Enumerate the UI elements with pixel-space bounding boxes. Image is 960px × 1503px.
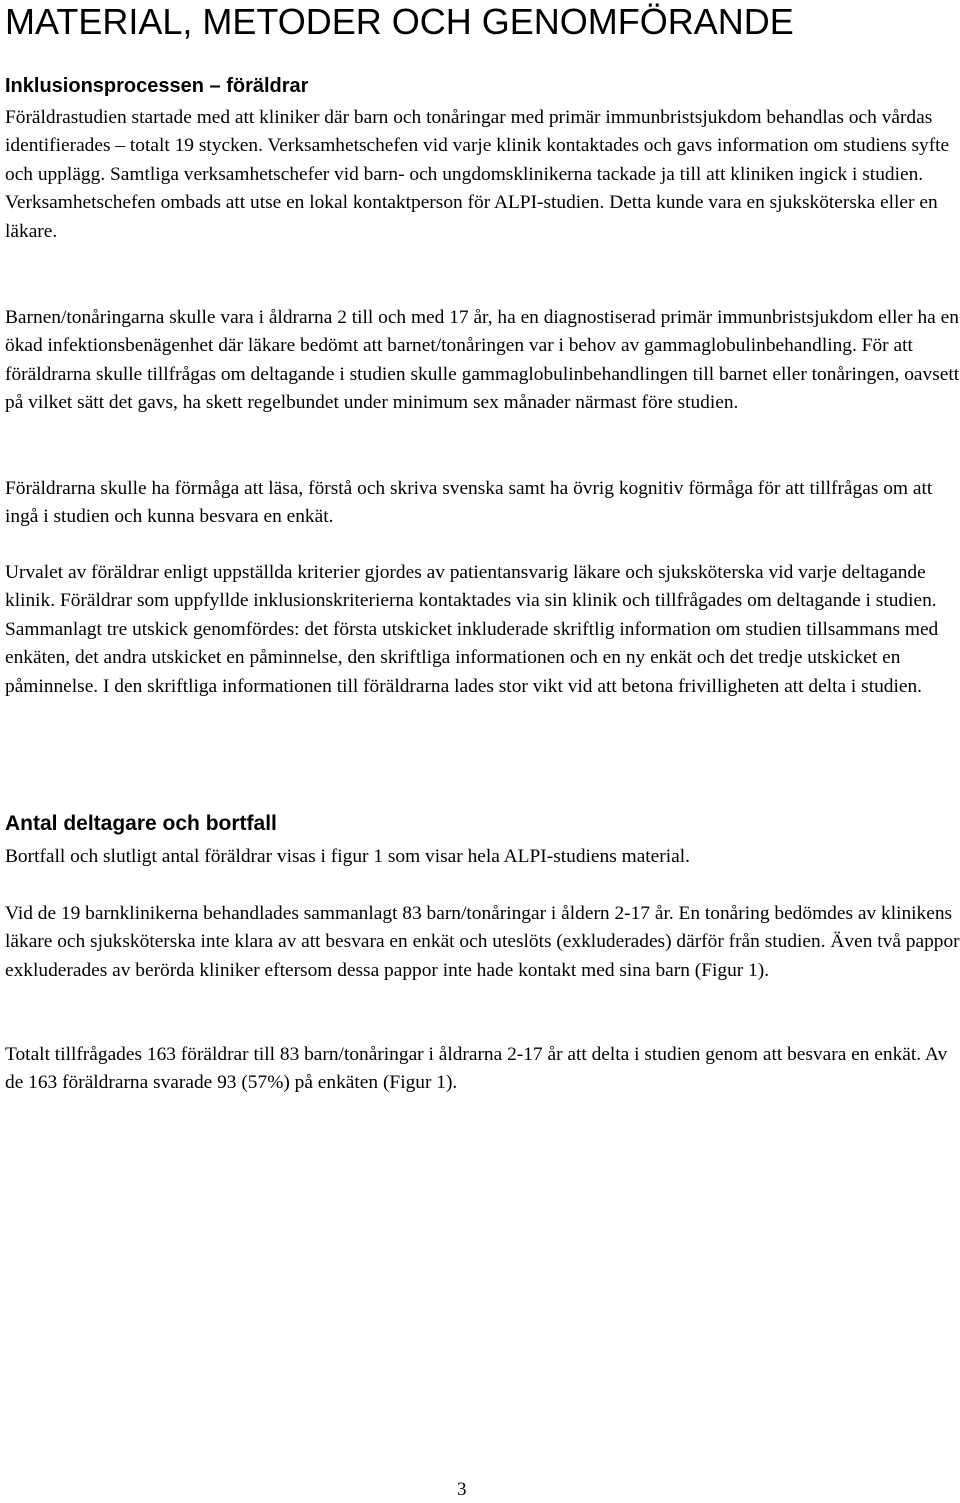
paragraph-inklusion-1: Föräldrastudien startade med att kliniker där barn och tonåringar med primär immunbristsjukdom behandlas och vårdas identifierades – totalt 19 stycken. Verksamhetschefen vid varje klinik kontaktades och gavs information om studiens syfte och upplägg. Samtliga verksamhetschefer vid barn- och ungdomsklinikerna tackade ja till att kliniken ingick i studien. Verksamhetschefen ombads att utse en lokal kontaktperson för ALPI-studien. Detta kunde vara en sjuksköterska eller en läkare. (5, 107, 950, 242)
paragraph-inklusion-2: Barnen/tonåringarna skulle vara i åldrarna 2 till och med 17 år, ha en diagnostiserad primär immunbristsjukdom eller ha en ökad infektionsbenägenhet där läkare bedömt att barnet/tonåringen var i behov av gammaglobulinbehandling. För att föräldrarna skulle tillfrågas om deltagande i studien skulle gammaglobulinbehandlingen till barnet eller tonåringen, oavsett på vilket sätt det gavs, ha skett regelbundet under minimum sex månader närmast före studien. (5, 307, 960, 414)
page-number: 3 (457, 1479, 467, 1500)
paragraph-antal-3: Totalt tillfrågades 163 föräldrar till 83 barn/tonåringar i åldrarna 2-17 år att delta i studien genom att besvara en enkät. Av de 163 föräldrarna svarade 93 (57%) på enkäten (Figur 1). (5, 1044, 948, 1094)
paragraph-inklusion-3: Föräldrarna skulle ha förmåga att läsa, förstå och skriva svenska samt ha övrig kognitiv förmåga för att tillfrågas om att ingå i studien och kunna besvara en enkät. (5, 478, 933, 528)
paragraph-antal-2: Vid de 19 barnklinikerna behandlades sammanlagt 83 barn/tonåringar i åldern 2-17 år. En tonåring bedömdes av klinikens läkare och sjuksköterska inte klara av att besvara en enkät och uteslöts (exkluderades) därför från studien. Även två pappor exkluderades av berörda kliniker eftersom dessa pappor inte hade kontakt med sina barn (Figur 1). (5, 903, 960, 981)
section-heading-inklusion: Inklusionsprocessen – föräldrar (5, 75, 309, 97)
page-title: MATERIAL, METODER OCH GENOMFÖRANDE (5, 1, 794, 42)
paragraph-antal-1: Bortfall och slutligt antal föräldrar visas i figur 1 som visar hela ALPI-studiens material. (5, 846, 690, 867)
section-heading-antal-deltagare: Antal deltagare och bortfall (5, 812, 277, 835)
paragraph-inklusion-4: Urvalet av föräldrar enligt uppställda kriterier gjordes av patientansvarig läkare och sjuksköterska vid varje deltagande klinik. Föräldrar som uppfyllde inklusionskriterierna kontaktades via sin klinik och tillfrågades om deltagande i studien. Sammanlagt tre utskick genomfördes: det första utskicket inkluderade skriftlig information om studien tillsammans med enkäten, det andra utskicket en påminnelse, den skriftliga informationen och en ny enkät och det tredje utskicket en påminnelse. I den skriftliga informationen till föräldrarna lades stor vikt vid att betona frivilligheten att delta i studien. (5, 562, 939, 697)
